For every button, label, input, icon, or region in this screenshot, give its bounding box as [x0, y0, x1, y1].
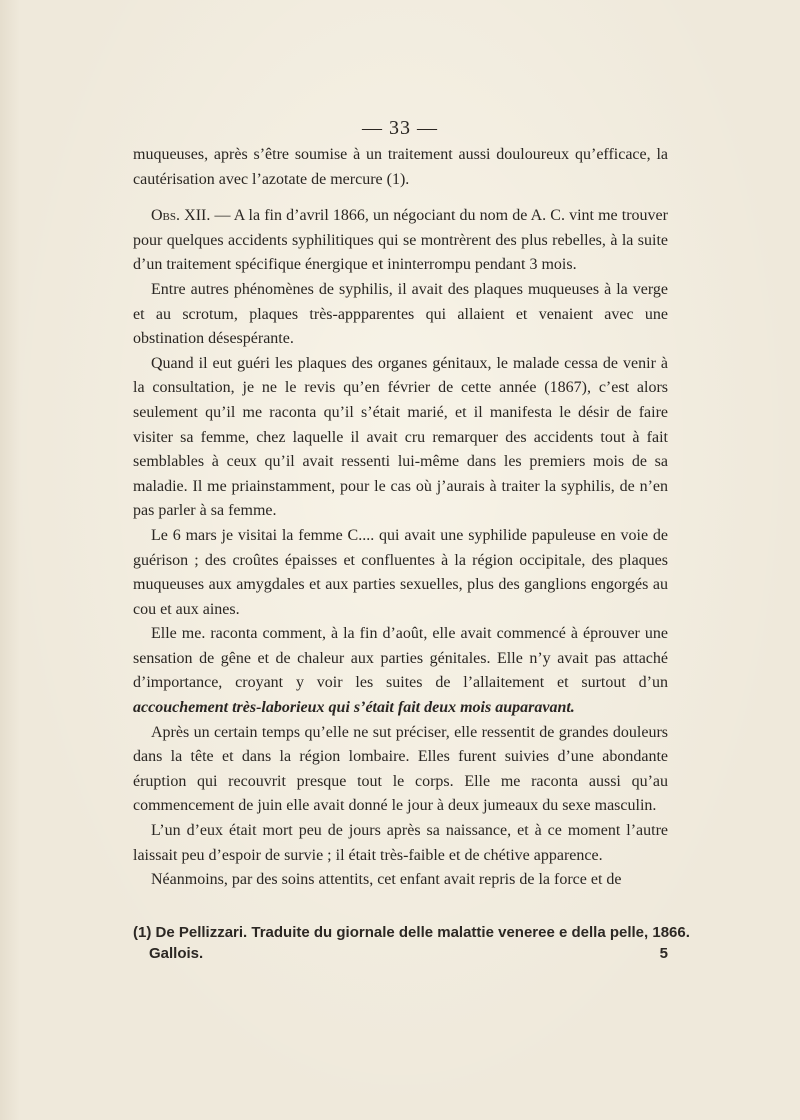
paragraph: Entre autres phénomènes de syphilis, il avait des plaques muqueuses à la verge et au scrotum, plaques très-appparentes qui allaient et venaient avec une obstination désespérante.	[133, 280, 668, 348]
observation-text: — A la fin d’avril 1866, un négociant du nom de A. C. vint me trouver pour quelques accidents syphilitiques qui se montrèrent des plus rebelles, à la suite d’un traitement spécifique énergique et ininterrompu pendant 3 mois.	[133, 207, 668, 274]
emphasis-text: accouchement très-laborieux qui s’était fait deux mois auparavant.	[133, 699, 575, 717]
footnote-second-line	[133, 943, 670, 964]
paragraph: Quand il eut guéri les plaques des organes génitaux, le malade cessa de venir à la consultation, je ne le revis qu’en février de cette année (1867), c’est alors seulement qu’il me raconta qu’il s’était marié, et il manifesta le désir de faire visiter sa femme, chez laquelle il avait cru remarquer des accidents tout à fait semblables à ceux qu’il avait ressenti lui-même dans les premiers mois de sa maladie. Il me priainstamment, pour le cas où j’aurais à traiter la syphilis, de n’en pas parler à sa femme.	[133, 354, 668, 520]
paragraph: Le 6 mars je visitai la femme C.... qui avait une syphilide papuleuse en voie de guérison ; des croûtes épaisses et confluentes à la région occipitale, des plaques muqueuses aux amygdales et aux parties sexuelles, plus des ganglions engorgés au cou et aux aines.	[133, 526, 668, 618]
footnote	[133, 922, 690, 964]
page-number: — 33 —	[362, 117, 438, 139]
paragraph: Néanmoins, par des soins attentits, cet enfant avait repris de la force et de	[151, 871, 622, 889]
paragraph-continuation: muqueuses, après s’être soumise à un traitement aussi douloureux qu’efficace, la cautérisation avec l’azotate de mercure (1).	[133, 146, 668, 188]
footnote-author: Gallois.	[149, 945, 204, 962]
observation-label: Obs. XII.	[151, 207, 211, 225]
paragraph: Après un certain temps qu’elle ne sut préciser, elle ressentit de grandes douleurs dans la tête et dans la région lombaire. Elles furent suivies d’une abondante éruption qui recouvrit presque tout le corps. Elle me raconta aussi qu’au commencement de juin elle avait donné le jour à deux jumeaux du sexe masculin.	[133, 723, 668, 815]
paragraph: L’un d’eux était mort peu de jours après sa naissance, et à ce moment l’autre laissait peu d’espoir de survie ; il était très-faible et de chétive apparence.	[133, 822, 668, 864]
footnote-reference: (1) De Pellizzari. Traduite du giornale delle malattie veneree e della pelle, 1866.	[133, 924, 690, 941]
body-text	[133, 143, 668, 893]
paragraph-text: Elle me. raconta comment, à la fin d’août, elle avait commencé à éprouver une sensation de gêne et de chaleur aux parties génitales. Elle n’y avait pas attaché d’importance, croyant y voir les suites de l’allaitement et surtout d’un	[133, 625, 668, 692]
signature-mark: 5	[659, 945, 668, 962]
paragraph-with-emphasis	[133, 622, 668, 720]
paragraph-observation	[133, 204, 668, 278]
